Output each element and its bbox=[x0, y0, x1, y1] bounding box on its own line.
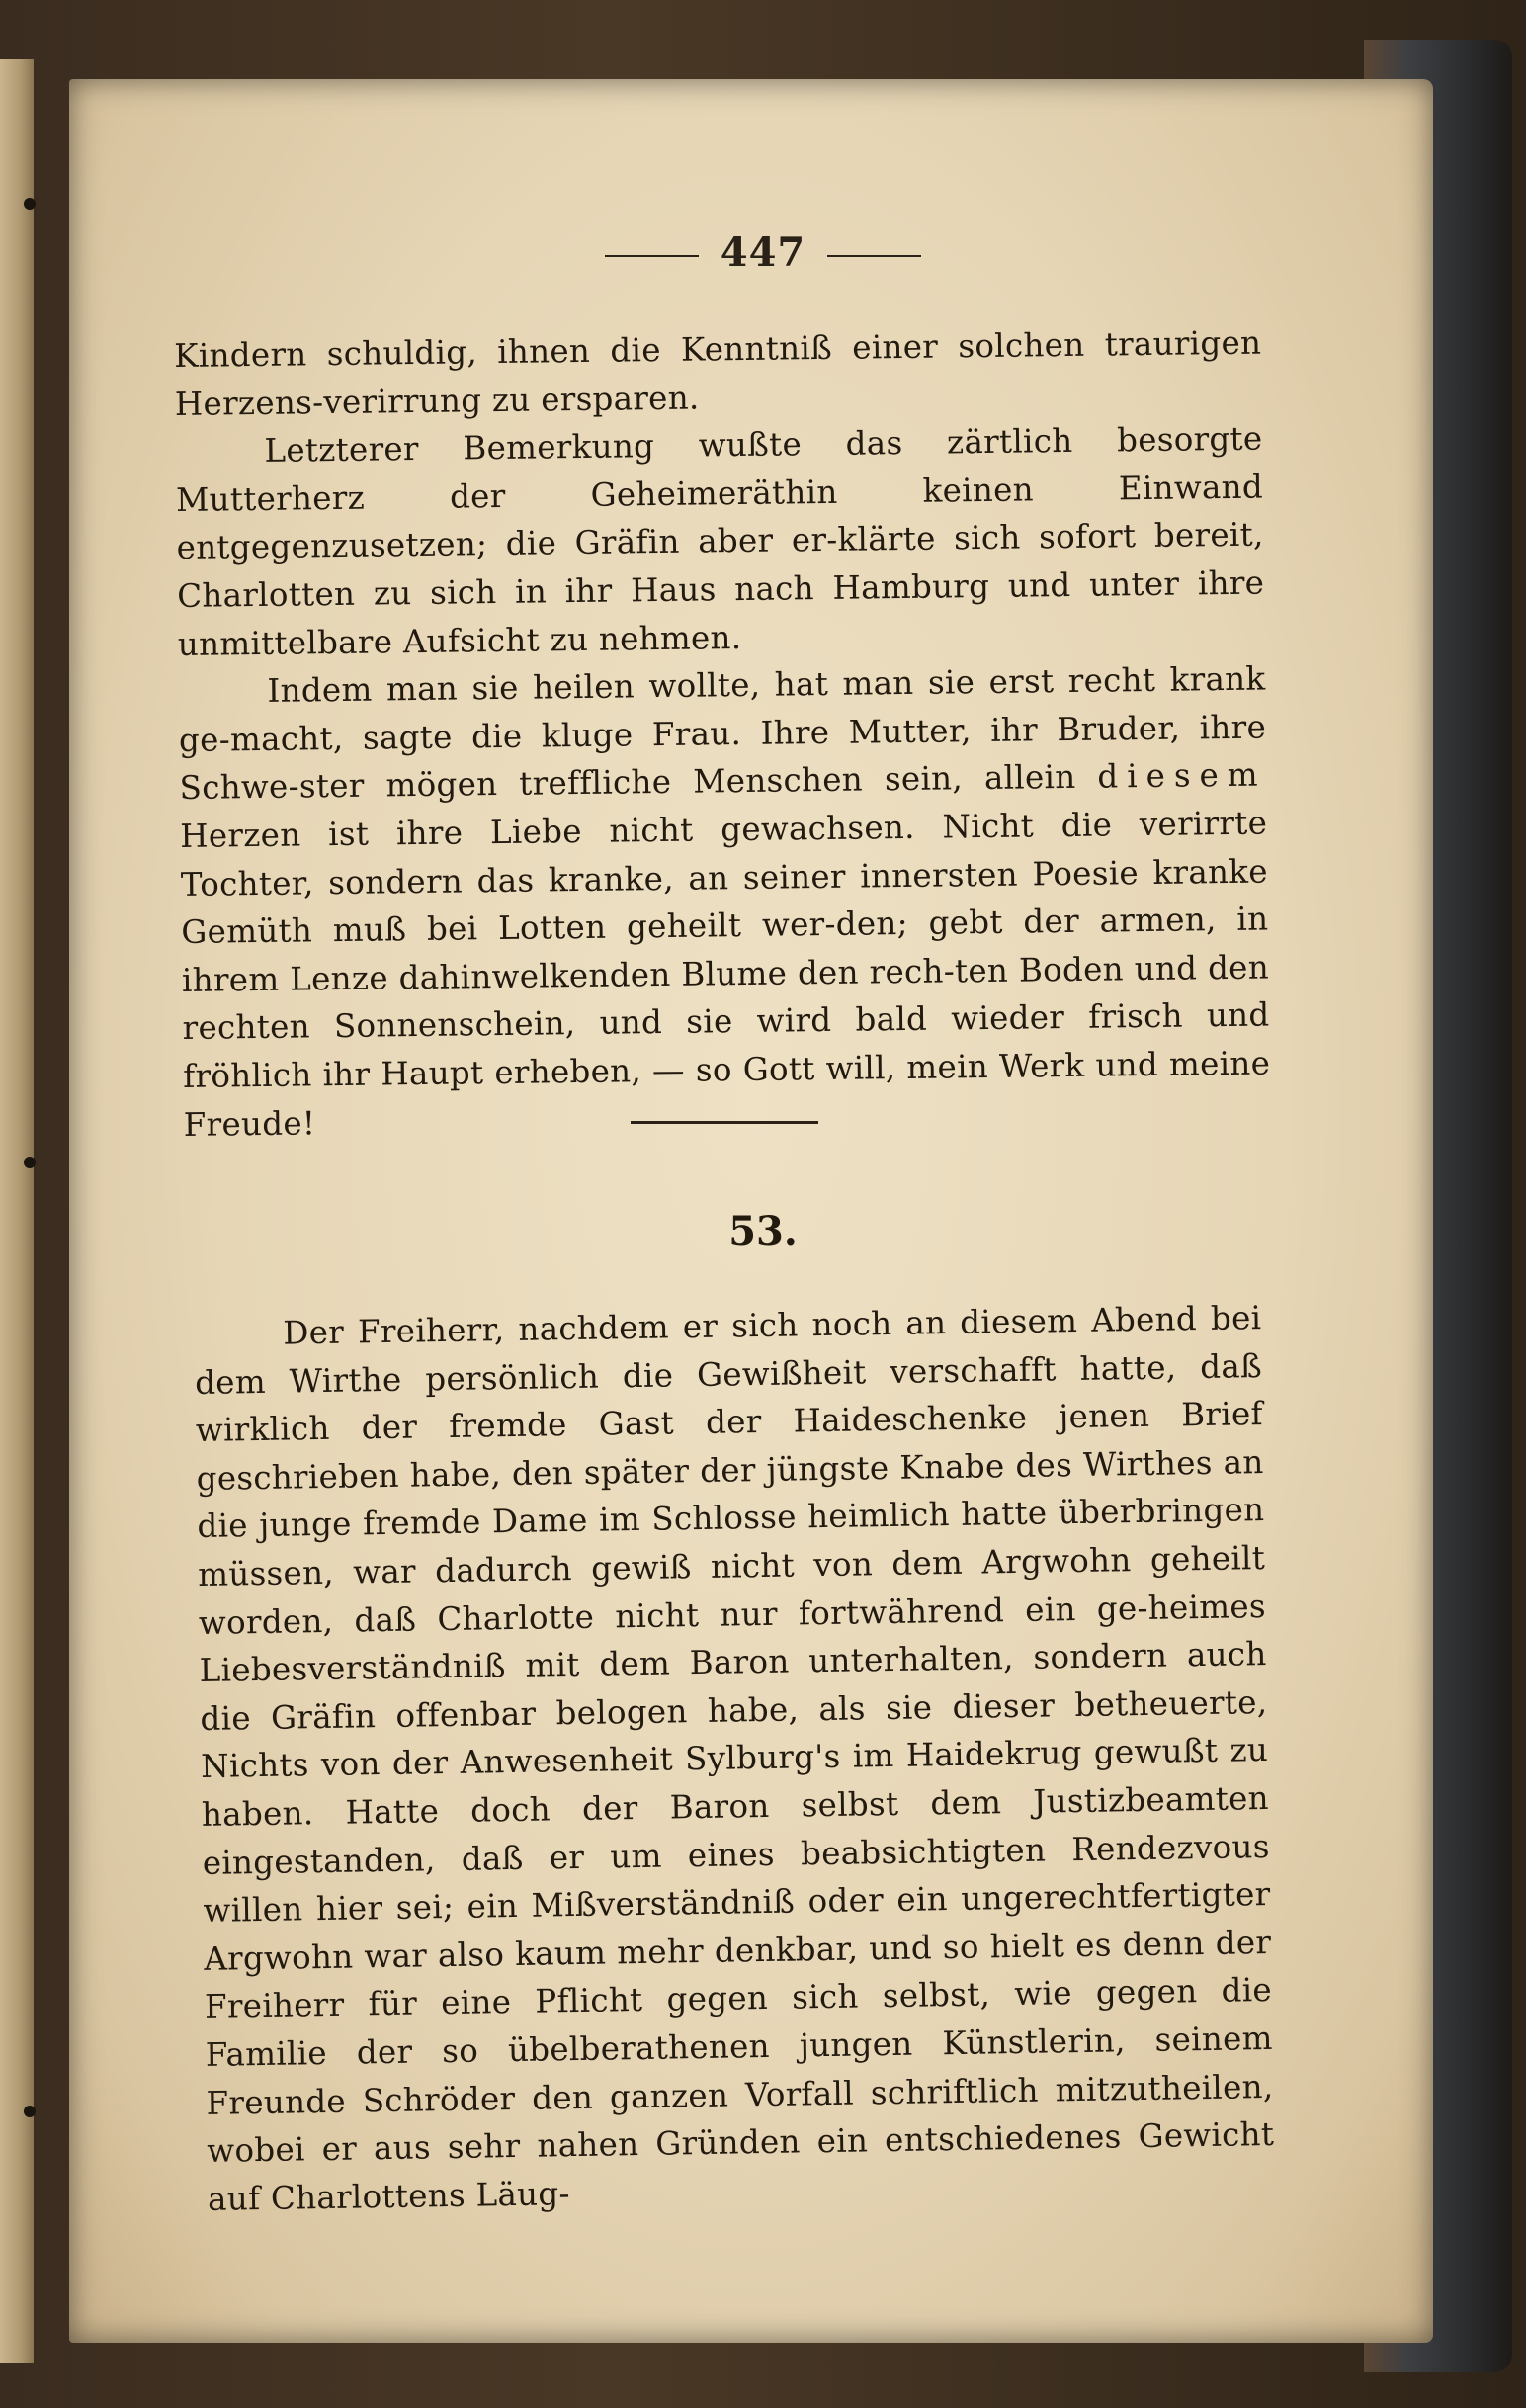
binding-hole bbox=[24, 198, 36, 210]
paragraph: Letzterer Bemerkung wußte das zärtlich besorgte Mutterherz der Geheimeräthin keinen Einwand entgegenzusetzen; die Gräfin aber er-klärte sich sofort bereit, Charlotten zu sich in ihr Haus nach Hamburg und unter ihre unmittelbare Aufsicht zu nehmen. bbox=[175, 419, 1265, 663]
paragraph-text: Herzen ist ihre Liebe nicht gewachsen. Nicht die verirrte Tochter, sondern das kranke, an seiner innersten Poesie kranke Gemüth muß bei Lotten geheilt wer-den; gebt der armen, in ihrem Lenze dahinwelkenden Blume den rech-ten Boden und den rechten Sonnenschein, und sie wird bald wieder frisch und fröhlich ihr Haupt erheben, — so Gott will, mein Werk und meine Freude! bbox=[179, 804, 1271, 1144]
page-header bbox=[0, 229, 1526, 276]
binding-hole bbox=[24, 1157, 36, 1168]
chapter-number: 53. bbox=[728, 1208, 798, 1254]
text-block-chapter-53 bbox=[194, 1294, 1275, 2223]
binding-hole bbox=[24, 2106, 36, 2117]
header-dash-right bbox=[827, 255, 921, 257]
section-separator bbox=[631, 1121, 818, 1124]
paragraph: Der Freiherr, nachdem er sich noch an diesem Abend bei dem Wirthe persönlich die Gewißheit verschafft hatte, daß wirklich der fremde Gast der Haideschenke jenen Brief geschrieben habe, den später der jüngste Knabe des Wirthes an die junge fremde Dame im Schlosse heimlich hatte überbringen müssen, war dadurch gewiß nicht von dem Argwohn geheilt worden, daß Charlotte nicht nur fortwährend ein ge-heimes Liebesverständniß mit dem Baron unterhalten, sondern auch die Gräfin offenbar belogen habe, als sie dieser betheuerte, Nichts von der Anwesenheit Sylburg's im Haidekrug gewußt zu haben. Hatte doch der Baron selbst dem Justizbeamten eingestanden, daß er um eines beabsichtigten Rendezvous willen hier sei; ein Mißverständniß oder ein ungerechtfertigter Argwohn war also kaum mehr denkbar, und so hielt es denn der Freiherr für eine Pflicht gegen sich selbst, wie gegen die Familie der so übelberathenen jungen Künstlerin, seinem Freunde Schröder den ganzen Vorfall schriftlich mitzutheilen, wobei er aus sehr nahen Gründen ein entschiedenes Gewicht auf Charlottens Läug- bbox=[194, 1299, 1275, 2218]
paragraph bbox=[178, 655, 1271, 1149]
paragraph: Kindern schuldig, ihnen die Kenntniß einer solchen traurigen Herzens-verirrung zu ersparen. bbox=[174, 323, 1262, 423]
page-number: 447 bbox=[720, 229, 806, 276]
paragraph-text: Indem man sie heilen wollte, hat man sie erst recht krank ge-macht, sagte die kluge Frau. Ihre Mutter, ihr Bruder, ihre Schwe-ster mögen treffliche Menschen sein, allein bbox=[178, 659, 1267, 808]
header-dash-left bbox=[605, 255, 699, 257]
text-block-before-chapter bbox=[174, 319, 1271, 1149]
spaced-word: diesem bbox=[1097, 755, 1267, 796]
